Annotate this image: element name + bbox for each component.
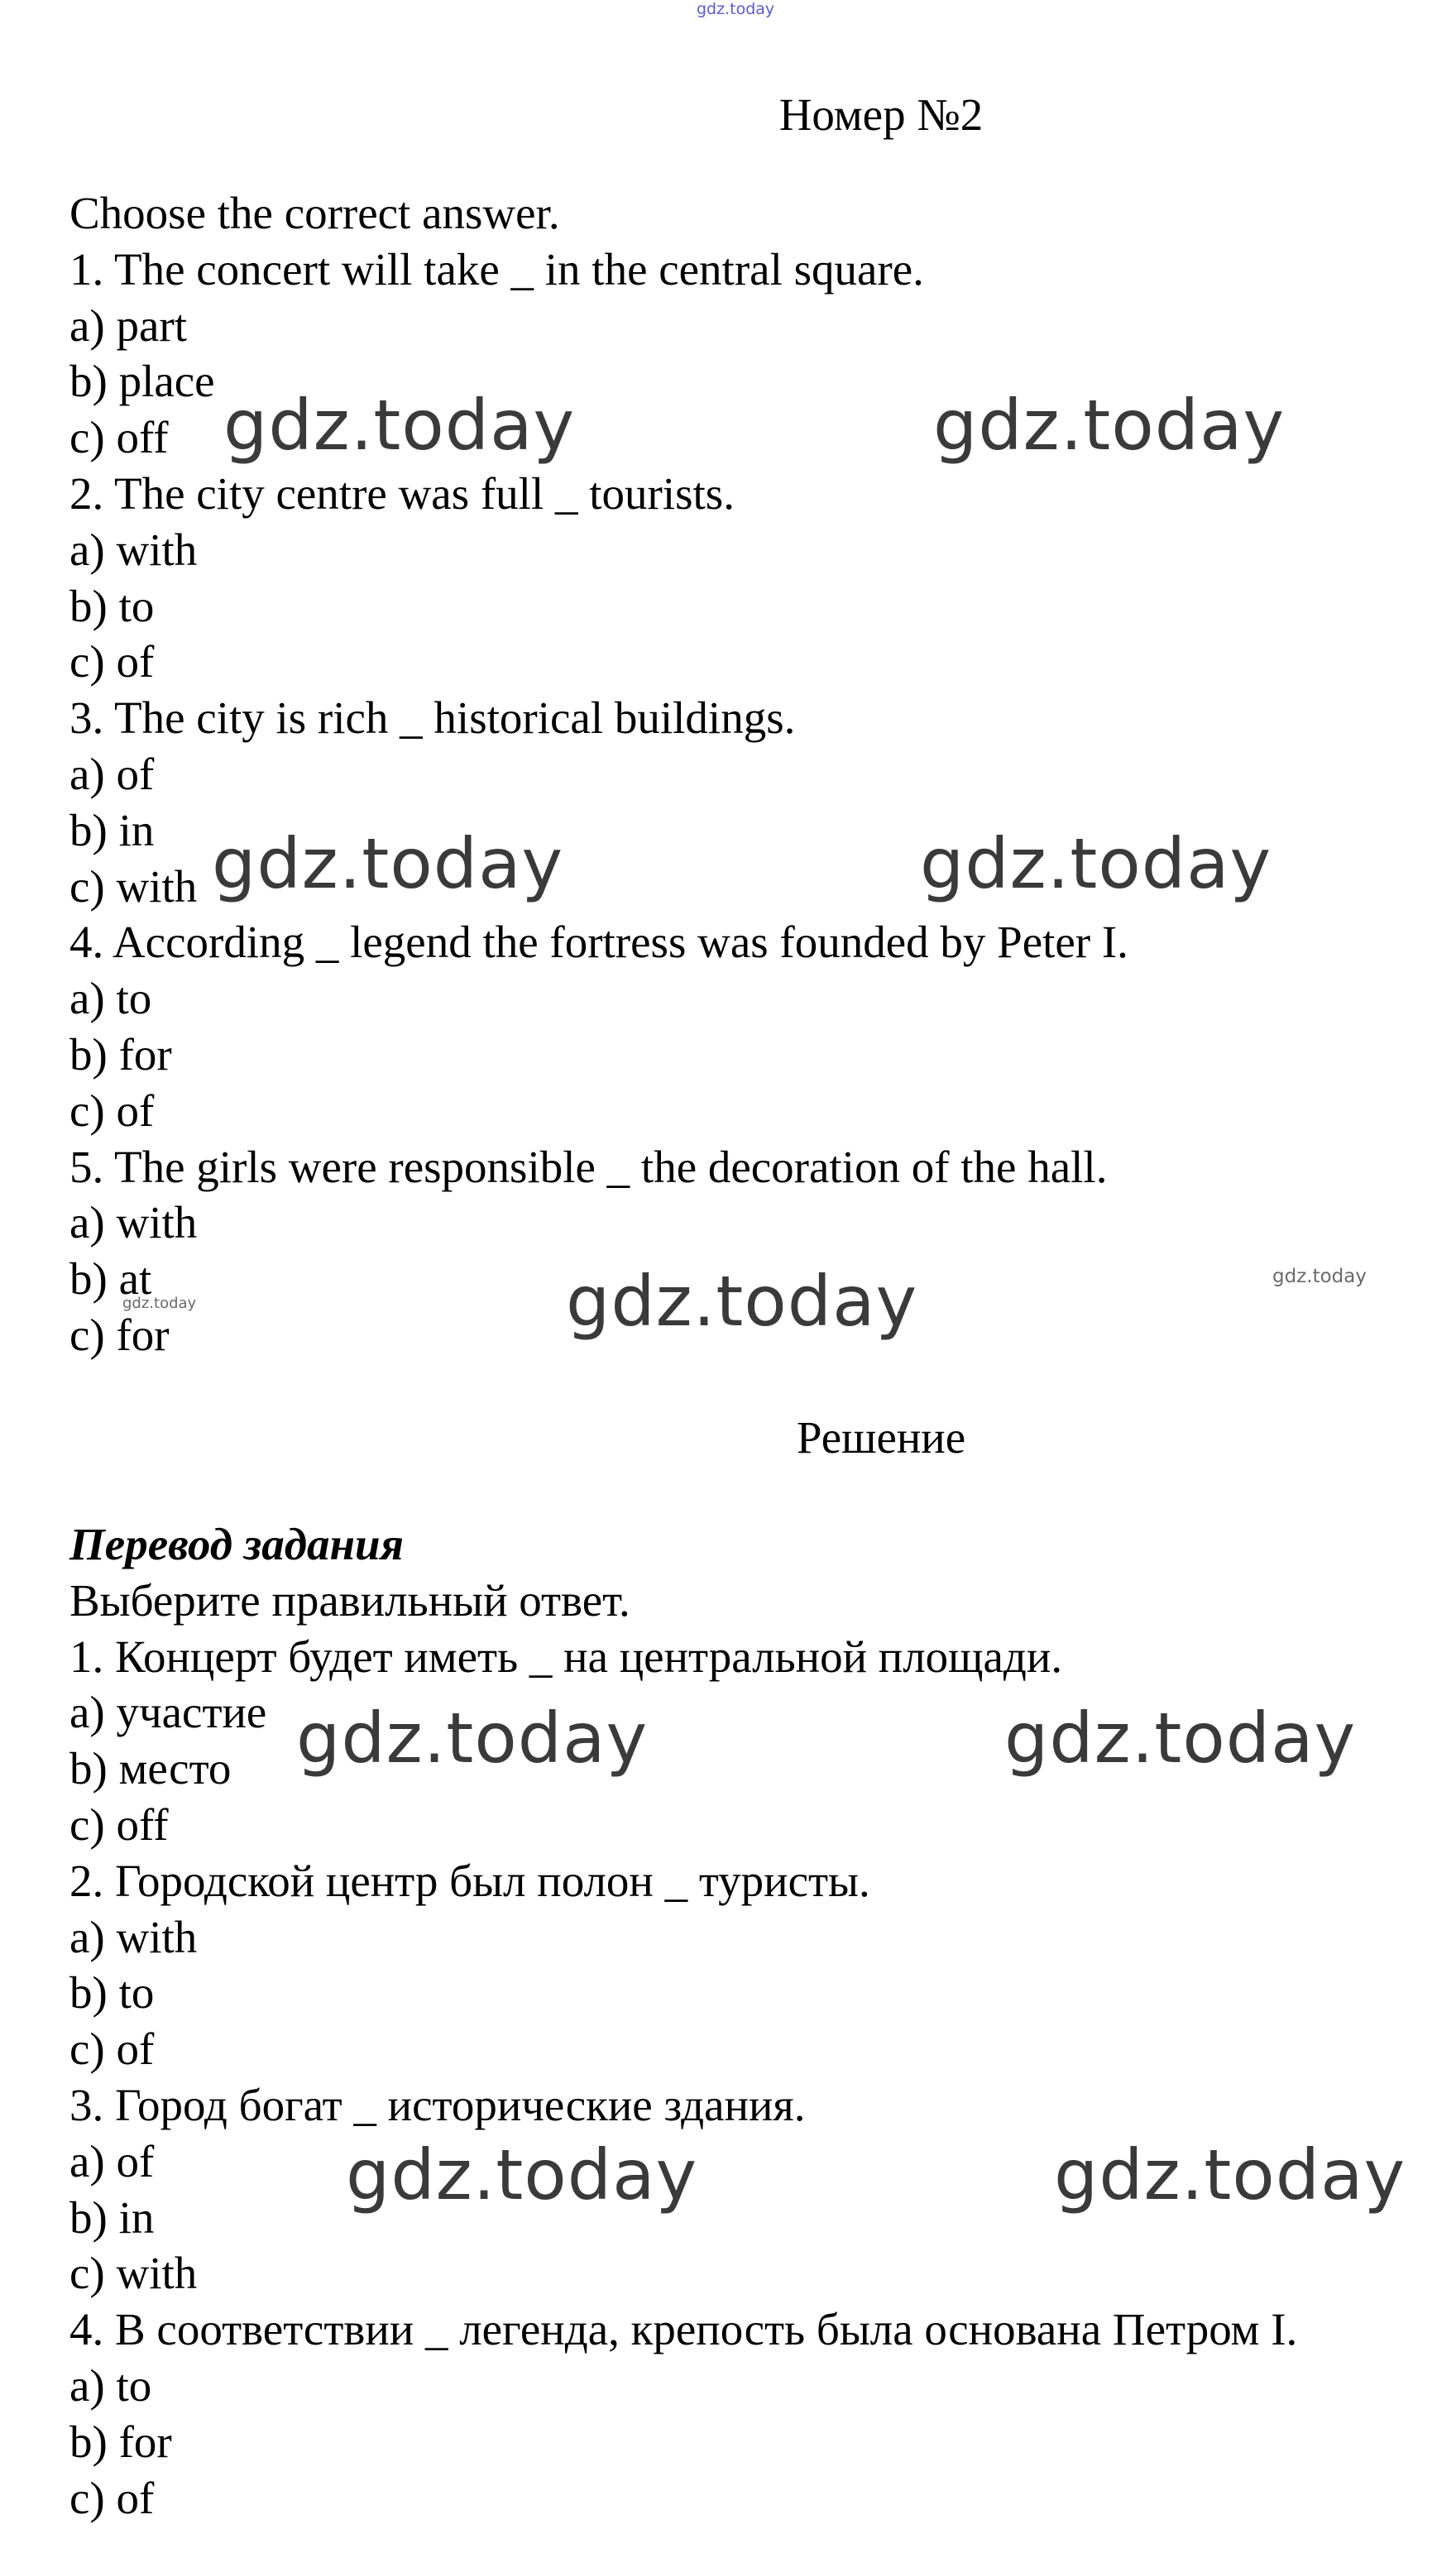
header-watermark: gdz.today: [697, 0, 775, 18]
watermark: gdz.today: [1004, 1698, 1357, 1779]
task-line: c) for: [69, 1309, 170, 1360]
task-line: 3. The city is rich _ historical buildings.: [69, 692, 796, 744]
translation-line: 1. Концерт будет иметь _ на центральной площади.: [69, 1631, 1063, 1682]
task-line: b) to: [69, 580, 155, 631]
translation-line: a) участие: [69, 1687, 267, 1738]
translation-instruction: Выберите правильный ответ.: [69, 1574, 630, 1626]
translation-line: 2. Городской центр был полон _ туристы.: [69, 1855, 870, 1906]
translation-line: a) with: [69, 1911, 198, 1962]
page-title: Номер №2: [778, 89, 984, 140]
translation-line: a) to: [69, 2359, 152, 2411]
translation-heading: Перевод задания: [69, 1519, 404, 1569]
watermark: gdz.today: [212, 823, 564, 904]
watermark: gdz.today: [296, 1698, 649, 1779]
task-line: 5. The girls were responsible _ the decoration of the hall.: [69, 1141, 1108, 1192]
translation-line: b) in: [69, 2191, 155, 2243]
translation-line: 3. Город богат _ исторические здания.: [69, 2079, 806, 2130]
watermark: gdz.today: [1054, 2134, 1406, 2215]
watermark: gdz.today: [920, 823, 1272, 904]
task-line: c) with: [69, 860, 198, 912]
task-line: a) of: [69, 748, 155, 799]
watermark: gdz.today: [933, 385, 1286, 466]
task-line: c) of: [69, 636, 155, 687]
translation-line: a) of: [69, 2135, 155, 2186]
task-line: a) with: [69, 1197, 198, 1248]
task-line: 4. According _ legend the fortress was founded by Peter I.: [69, 917, 1128, 968]
translation-line: c) of: [69, 2024, 155, 2075]
task-line: b) for: [69, 1028, 172, 1080]
watermark: gdz.today: [566, 1261, 918, 1342]
translation-line: b) for: [69, 2416, 172, 2467]
watermark: gdz.today: [1272, 1266, 1367, 1287]
task-line: 2. The city centre was full _ tourists.: [69, 467, 735, 519]
task-line: c) off: [69, 412, 169, 463]
watermark: gdz.today: [223, 385, 576, 466]
watermark: gdz.today: [346, 2134, 698, 2215]
task-line: b) in: [69, 804, 155, 855]
task-instruction: Choose the correct answer.: [69, 188, 560, 238]
task-block: [69, 185, 1128, 1363]
task-line: a) with: [69, 524, 198, 575]
translation-line: c) with: [69, 2248, 198, 2299]
translation-line: c) of: [69, 2472, 155, 2523]
translation-line: b) to: [69, 1967, 155, 2019]
task-line: b) place: [69, 356, 215, 407]
task-line: a) to: [69, 973, 152, 1024]
task-line: a) part: [69, 299, 187, 351]
solution-title: Решение: [796, 1412, 966, 1463]
translation-line: 4. В соответствии _ легенда, крепость была основана Петром I.: [69, 2304, 1298, 2355]
translation-block: [69, 1516, 1297, 2526]
translation-line: c) off: [69, 1798, 169, 1850]
task-line: 1. The concert will take _ in the central square.: [69, 243, 924, 295]
task-line: b) at: [69, 1253, 152, 1305]
translation-line: b) место: [69, 1743, 232, 1794]
task-line: c) of: [69, 1085, 155, 1136]
watermark: gdz.today: [122, 1295, 197, 1312]
